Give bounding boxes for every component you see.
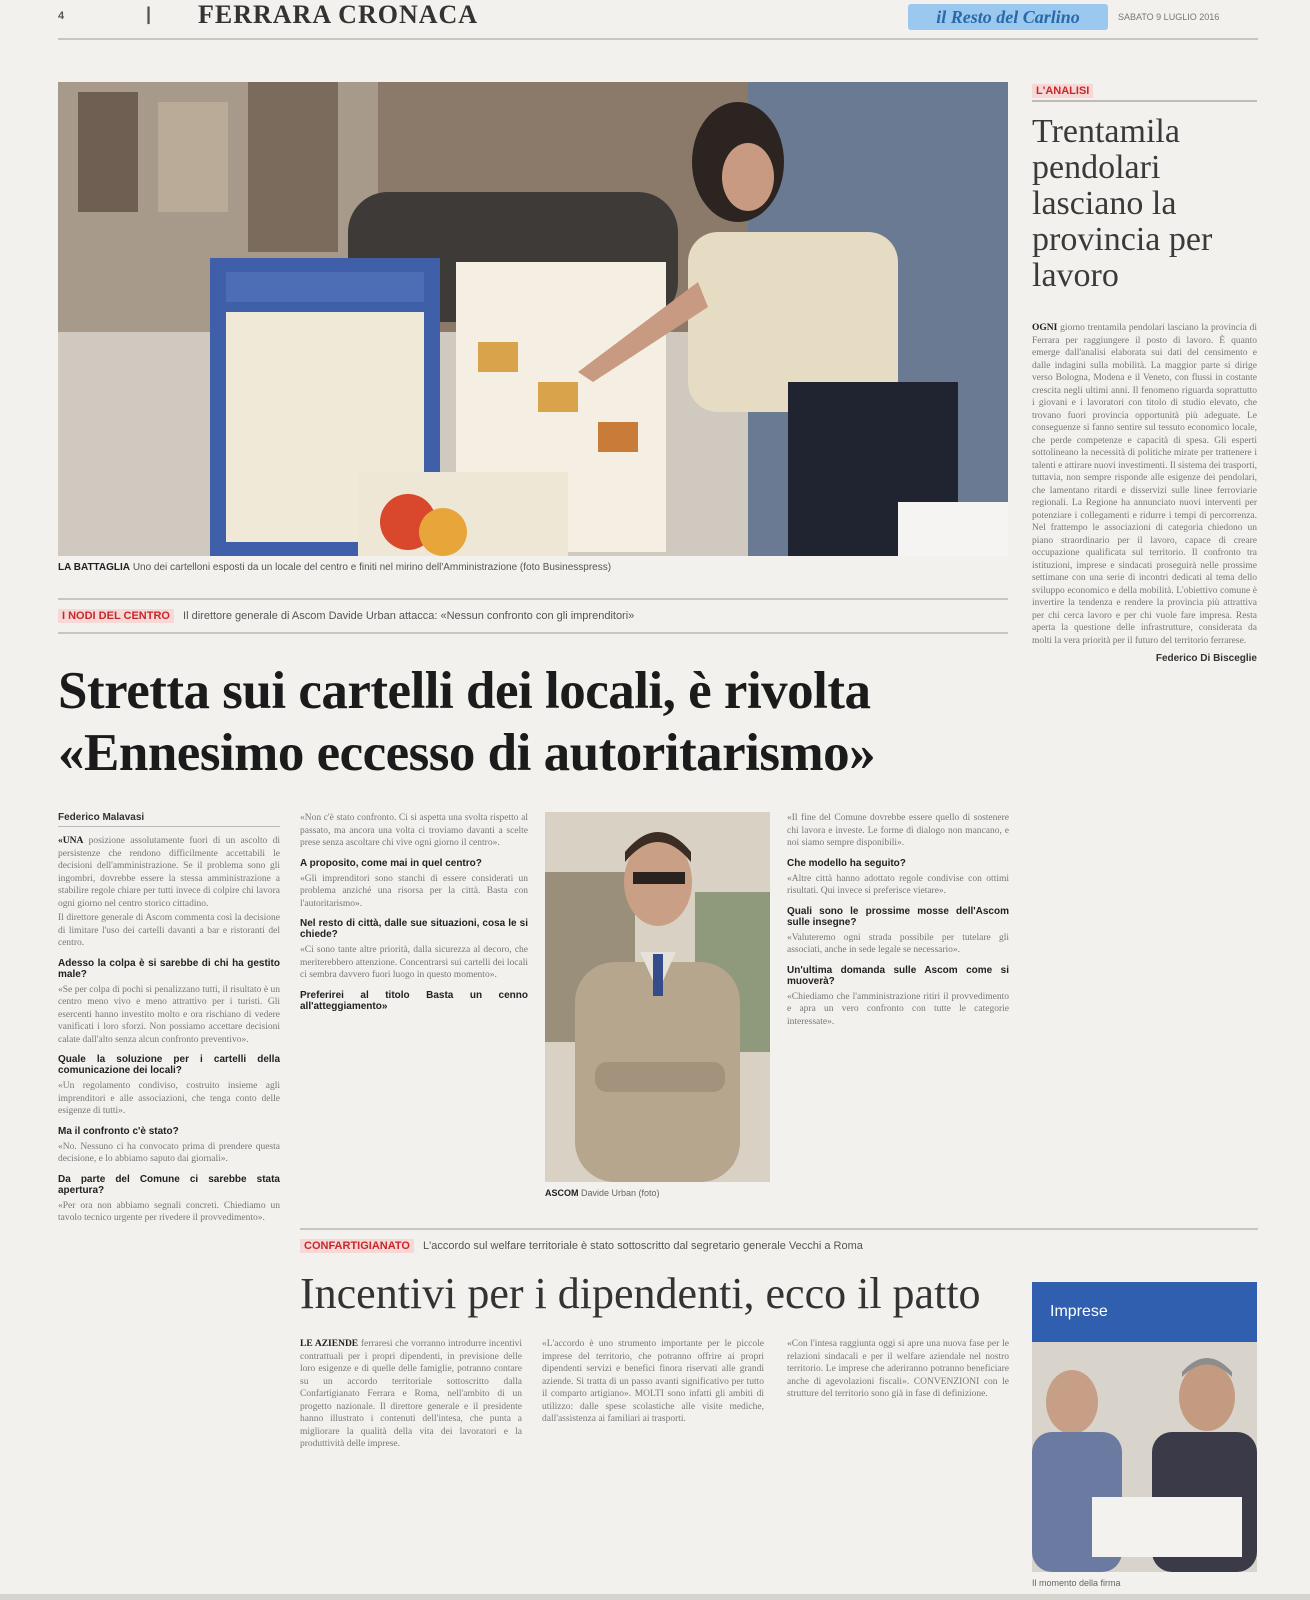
masthead-logo: il Resto del Carlino bbox=[908, 4, 1108, 30]
main-photo-caption bbox=[58, 562, 1008, 573]
main-photo bbox=[58, 82, 1008, 556]
story2-photo-caption: Il momento della firma bbox=[1032, 1578, 1121, 1588]
question: Nel resto di città, dalle sue situazioni, cosa le si chiede? bbox=[300, 918, 528, 940]
story2-column-1 bbox=[300, 1338, 522, 1588]
paragraph: «Il fine del Comune dovrebbe essere quello di sostenere chi lavora e investe. Le forme di dialogo non mancano, e noi siamo sempre disponibili». bbox=[787, 813, 1009, 848]
story2-headline: Incentivi per i dipendenti, ecco il patto bbox=[300, 1269, 981, 1318]
headline-line-2: «Ennesimo eccesso di autoritarismo» bbox=[58, 724, 876, 782]
question: Che modello ha seguito? bbox=[787, 857, 906, 869]
sidebar-tag: L'ANALISI bbox=[1032, 84, 1093, 98]
photo-sign-text: Imprese bbox=[1050, 1303, 1108, 1320]
paragraph: «Non c'è stato confronto. Ci si aspetta una svolta rispetto al passato, ma ancora una volta ci troviamo davanti a scelte prese senza ascoltare chi vive ogni giorno il centro». bbox=[300, 813, 528, 848]
sidebar-body bbox=[1032, 322, 1257, 1178]
article-column-1 bbox=[58, 812, 280, 1590]
paragraph: «Per ora non abbiamo segnali concreti. Chiediamo un tavolo tecnico urgente per rivedere il provvedimento». bbox=[58, 1200, 280, 1223]
question: Un'ultima domanda sulle Ascom come si muoverà? bbox=[787, 964, 1009, 987]
paragraph: «Se per colpa di pochi si penalizzano tutti, il risultato è un centro meno vivo e meno attrattivo per i turisti. Gli esercenti hanno investito molto e ora rischiano di vedere vanificati i loro sforzi. Non possiamo accettare decisioni calate dall'alto senza alcun confronto preventivo». bbox=[58, 984, 280, 1045]
paragraph: Il direttore generale di Ascom commenta così la decisione di limitare l'uso dei cartelli davanti a bar e ristoranti del centro. bbox=[58, 913, 280, 948]
header-separator: | bbox=[146, 4, 152, 24]
question: Preferirei al titolo Basta un cenno all'atteggiamento» bbox=[300, 989, 528, 1012]
paragraph: «L'accordo è uno strumento importante per le piccole imprese del territorio, che potranno offrire ai propri dipendenti servizi e benefici finora riservati alle grandi aziende. Si tratta di un passo avanti significativo per tutto il comparto artigiano». MOLTI sono infatti gli ambiti di utilizzo: dalle spese scolastiche alle visite mediche, dall'assistenza ai familiari ai trasporti. bbox=[542, 1339, 764, 1424]
question: Quali sono le prossime mosse dell'Ascom sulle insegne? bbox=[787, 905, 1009, 928]
article-byline: Federico Malavasi bbox=[58, 812, 280, 827]
paragraph: «Chiediamo che l'amministrazione ritiri il provvedimento e apra un vero confronto con tutte le categorie interessate». bbox=[787, 991, 1009, 1027]
lead-word: LE AZIENDE bbox=[300, 1339, 359, 1349]
story2-photo bbox=[1032, 1282, 1257, 1572]
kicker-text: Il direttore generale di Ascom Davide Urban attacca: «Nessun confronto con gli imprenditori» bbox=[183, 610, 635, 622]
question: Ma il confronto c'è stato? bbox=[58, 1125, 179, 1137]
sidebar-headline: Trentamila pendolari lasciano la provincia per lavoro bbox=[1032, 113, 1213, 294]
paragraph: «Altre città hanno adottato regole condivise con ottimi risultati. Qui invece si preferisce vietare». bbox=[787, 873, 1009, 896]
paragraph: «No. Nessuno ci ha convocato prima di prendere questa decisione, e lo abbiamo saputo dai giornali». bbox=[58, 1141, 280, 1164]
divider bbox=[300, 1228, 1258, 1230]
paragraph: posizione assolutamente fuori di un ascolto di persistenze che rendono difficilmente accettabili le decisioni dell'amministrazione. Se il problema sono gli ingombri, dovrebbe essere la stessa amministrazione a stabilire regole chiare per tutti invece di colpire chi lavora ogni giorno nel centro storico cittadino. bbox=[58, 836, 280, 909]
paragraph: «Gli imprenditori sono stanchi di essere considerati un problema anziché una risorsa per la città. Basta con l'autoritarismo». bbox=[300, 873, 528, 909]
paragraph: giorno trentamila pendolari lasciano la provincia di Ferrara per raggiungere il posto di lavoro. È quanto emerge dall'analisi elaborata sui dati del censimento e dalle indagini sulla mobilità. La maggior parte si dirige verso Bologna, Modena e il Veneto, con flussi in costante crescita negli ultimi anni. Il fenomeno riguarda soprattutto i giovani e i lavoratori con titolo di studio elevato, che trovano fuori provincia opportunità più adeguate. Le conseguenze si fanno sentire sul tessuto economico locale, che perde competenze e capacità di spesa. Gli esperti sottolineano la necessità di politiche mirate per trattenere i talenti e attirare nuovi investimenti. Il sistema dei trasporti, tuttavia, non sempre risponde alle esigenze dei pendolari, che lamentano ritardi e disservizi sulle linee ferroviarie regionali. La Regione ha annunciato nuovi interventi per potenziare i collegamenti e ridurre i tempi di percorrenza. Nel frattempo le associazioni di categoria chiedono un piano straordinario per il lavoro, capace di creare occupazione qualificata sul territorio. Il confronto tra istituzioni, imprese e sindacati proseguirà nelle prossime settimane con una serie di incontri dedicati al tema dello sviluppo economico e della mobilità. L'obiettivo comune è invertire la tendenza e rendere la provincia più attrattiva per chi cerca lavoro e per chi vuole fare impresa. Resta aperta la questione delle infrastrutture, considerata da molti la vera priorità per il futuro del territorio ferrarese. bbox=[1032, 323, 1257, 646]
portrait-caption-label: ASCOM bbox=[545, 1188, 579, 1198]
paragraph: «Un regolamento condiviso, costruito insieme agli imprenditori e alle associazioni, che tenga conto delle esigenze di tutti». bbox=[58, 1081, 280, 1116]
page-bottom-edge bbox=[0, 1594, 1310, 1600]
main-headline bbox=[58, 660, 1018, 784]
story2-tag: CONFARTIGIANATO bbox=[300, 1239, 414, 1253]
sidebar-signature: Federico Di Bisceglie bbox=[1155, 653, 1257, 664]
paragraph: ferraresi che vorranno introdurre incentivi contrattuali per i propri dipendenti, in previsione delle loro esigenze e di quelle delle famiglie, potranno contare su un accordo territoriale sottoscritto dalla Confartigianato Ferrara e Roma, nell'ambito di un progetto nazionale. Il direttore generale e il presidente hanno illustrato i contenuti dell'intesa, che punta a migliorare la qualità della vita dei lavoratori e la produttività delle imprese. bbox=[300, 1339, 522, 1449]
paragraph: «Con l'intesa raggiunta oggi si apre una nuova fase per le relazioni sindacali e per il welfare aziendale nel nostro territorio. Le imprese che aderiranno potranno beneficiare anche di agevolazioni fiscali». CONVENZIONI con le strutture del territorio sono già in fase di definizione. bbox=[787, 1339, 1009, 1399]
question: Adesso la colpa è si sarebbe di chi ha gestito male? bbox=[58, 957, 280, 980]
story2-kicker bbox=[300, 1240, 1258, 1252]
article-kicker bbox=[58, 610, 1008, 622]
question: Quale la soluzione per i cartelli della comunicazione dei locali? bbox=[58, 1054, 280, 1076]
lead-word: «UNA bbox=[58, 836, 84, 846]
divider bbox=[58, 598, 1008, 600]
paragraph: «Ci sono tante altre priorità, dalla sicurezza al decoro, che meriterebbero attenzione. Concentrarsi sui cartelli dei locali ci sembra davvero fuori luogo in questo momento». bbox=[300, 945, 528, 980]
issue-date: SABATO 9 LUGLIO 2016 bbox=[1118, 12, 1220, 22]
main-photo-caption-text: Uno dei cartelloni esposti da un locale del centro e finiti nel mirino dell'Amministrazione (foto Businesspress) bbox=[132, 562, 612, 573]
kicker-tag: I NODI DEL CENTRO bbox=[58, 609, 174, 623]
story2-column-3 bbox=[787, 1338, 1009, 1588]
page-number: 4 bbox=[58, 10, 65, 22]
headline-line-1: Stretta sui cartelli dei locali, è rivolta bbox=[58, 662, 871, 720]
question: Da parte del Comune ci sarebbe stata apertura? bbox=[58, 1173, 280, 1196]
page-header bbox=[58, 0, 1258, 40]
article-column-3 bbox=[787, 812, 1009, 1204]
story2-kicker-text: L'accordo sul welfare territoriale è stato sottoscritto dal segretario generale Vecchi a Roma bbox=[423, 1240, 863, 1252]
divider bbox=[58, 632, 1008, 634]
lead-word: OGNI bbox=[1032, 323, 1058, 333]
main-photo-caption-label: LA BATTAGLIA bbox=[58, 562, 131, 573]
portrait-caption-text: Davide Urban (foto) bbox=[581, 1188, 660, 1198]
portrait-caption bbox=[545, 1188, 775, 1198]
paragraph: «Valuteremo ogni strada possibile per tutelare gli associati, anche in sede legale se necessario». bbox=[787, 932, 1009, 955]
article-column-2 bbox=[300, 812, 528, 1204]
section-title: FERRARA CRONACA bbox=[198, 0, 479, 29]
portrait-photo bbox=[545, 812, 770, 1182]
story2-column-2 bbox=[542, 1338, 764, 1588]
divider bbox=[1032, 100, 1257, 102]
question: A proposito, come mai in quel centro? bbox=[300, 857, 482, 869]
